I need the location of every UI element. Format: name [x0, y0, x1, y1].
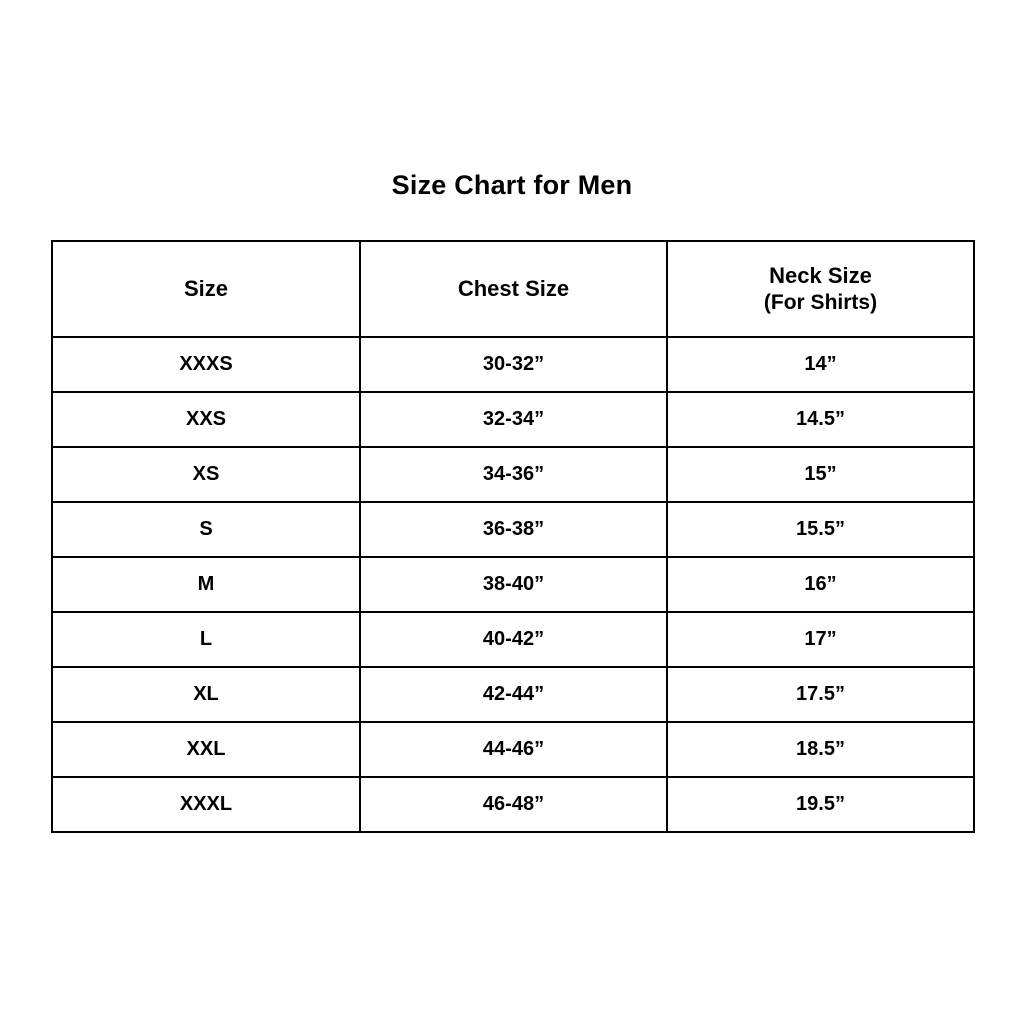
table-row [52, 447, 974, 502]
table-header-row [52, 241, 974, 337]
cell-size: XXL [52, 722, 360, 777]
table-row [52, 392, 974, 447]
table-body [52, 337, 974, 832]
cell-chest: 36-38” [360, 502, 667, 557]
table-row [52, 722, 974, 777]
cell-neck: 18.5” [667, 722, 974, 777]
column-header-size [52, 241, 360, 337]
table-row [52, 612, 974, 667]
column-header-neck-label: Neck Size [769, 263, 872, 289]
cell-size: XS [52, 447, 360, 502]
table-row [52, 502, 974, 557]
column-header-chest [360, 241, 667, 337]
cell-size: S [52, 502, 360, 557]
cell-size: XL [52, 667, 360, 722]
table-row [52, 557, 974, 612]
cell-neck: 16” [667, 557, 974, 612]
table-row [52, 337, 974, 392]
page-title: Size Chart for Men [391, 170, 633, 200]
cell-chest: 32-34” [360, 392, 667, 447]
cell-neck: 17” [667, 612, 974, 667]
cell-chest: 30-32” [360, 337, 667, 392]
cell-size: M [52, 557, 360, 612]
column-header-neck [667, 241, 974, 337]
cell-size: XXS [52, 392, 360, 447]
cell-neck: 15.5” [667, 502, 974, 557]
cell-chest: 44-46” [360, 722, 667, 777]
table-row [52, 777, 974, 832]
cell-neck: 17.5” [667, 667, 974, 722]
column-header-neck-sublabel: (For Shirts) [763, 290, 878, 314]
cell-size: L [52, 612, 360, 667]
cell-neck: 15” [667, 447, 974, 502]
cell-chest: 38-40” [360, 557, 667, 612]
cell-neck: 19.5” [667, 777, 974, 832]
size-chart-table [51, 240, 975, 833]
cell-chest: 46-48” [360, 777, 667, 832]
cell-chest: 40-42” [360, 612, 667, 667]
cell-chest: 42-44” [360, 667, 667, 722]
cell-neck: 14.5” [667, 392, 974, 447]
cell-size: XXXL [52, 777, 360, 832]
cell-chest: 34-36” [360, 447, 667, 502]
column-header-size-label: Size [183, 276, 229, 302]
cell-neck: 14” [667, 337, 974, 392]
cell-size: XXXS [52, 337, 360, 392]
table-header [52, 241, 974, 337]
column-header-chest-label: Chest Size [457, 276, 570, 302]
table-row [52, 667, 974, 722]
